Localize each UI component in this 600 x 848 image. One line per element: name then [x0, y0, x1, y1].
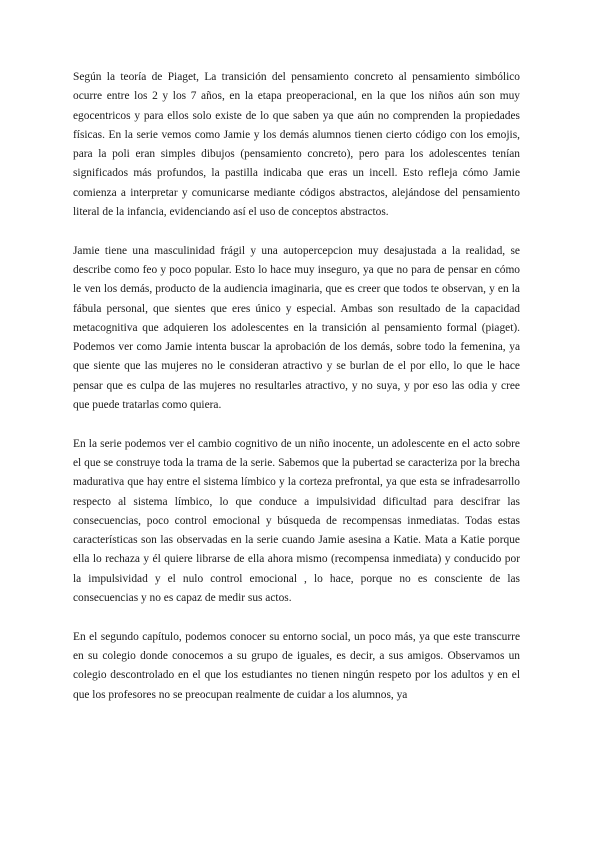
paragraph-1: Según la teoría de Piaget, La transición del pensamiento concreto al pensamiento simbólico ocurre entre los 2 y los 7 años, en la etapa preoperacional, en la que los niños aún son muy egocentricos y para ellos solo existe de lo que saben ya que aún no comprenden la propiedades físicas. En la serie vemos como Jamie y los demás alumnos tienen cierto código con los emojis, para la poli eran simples dibujos (pensamiento concreto), pero para los adolescentes tenían significados más profundos, la pastilla indicaba que eras un incell. Esto refleja cómo Jamie comienza a interpretar y comunicarse mediante códigos abstractos, alejándose del pensamiento literal de la infancia, evidenciando así el uso de conceptos abstractos. — [73, 71, 520, 219]
paragraph-3: En la serie podemos ver el cambio cognitivo de un niño inocente, un adolescente en el acto sobre el que se construye toda la trama de la serie. Sabemos que la pubertad se caracteriza por la brecha madurativa que hay entre el sistema límbico y la corteza prefrontal, ya que esta se infradesarrollo respecto al sistema límbico, lo que conduce a impulsividad dificultad para descifrar las consecuencias, poco control emocional y búsqueda de recompensas inmediatas. Todas estas características son las observadas en la serie cuando Jamie asesina a Katie. Mata a Katie porque ella lo rechaza y él quiere librarse de ella ahora mismo (recompensa inmediata) y conducido por la impulsividad y el nulo control emocional , lo hace, porque no es consciente de las consecuencias y no es capaz de medir sus actos. — [73, 437, 520, 605]
document-body — [73, 68, 520, 724]
paragraph-2: Jamie tiene una masculinidad frágil y una autopercepcion muy desajustada a la realidad, se describe como feo y poco popular. Esto lo hace muy inseguro, ya que no para de pensar en cómo le ven los demás, producto de la audiencia imaginaria, que es creer que todos te observan, y en la fábula personal, que sientes que eres único y especial. Ambas son resultado de la capacidad metacognitiva que adquieren los adolescentes en la transición al pensamiento formal (piaget). Podemos ver como Jamie intenta buscar la aprobación de los demás, sobre todo la femenina, ya que siente que las mujeres no le consideran atractivo y se burlan de el por ello, lo que le hace pensar que es culpa de las mujeres no resultarles atractivo, y no suya, y por eso las odia y cree que puede tratarlas como quiera. — [73, 244, 520, 412]
paragraph-4: En el segundo capítulo, podemos conocer su entorno social, un poco más, ya que este transcurre en su colegio donde conocemos a su grupo de iguales, es decir, a sus amigos. Observamos un colegio descontrolado en el que los estudiantes no tienen ningún respeto por los adultos y en el que los profesores no se preocupan realmente de cuidar a los alumnos, ya — [73, 630, 520, 701]
